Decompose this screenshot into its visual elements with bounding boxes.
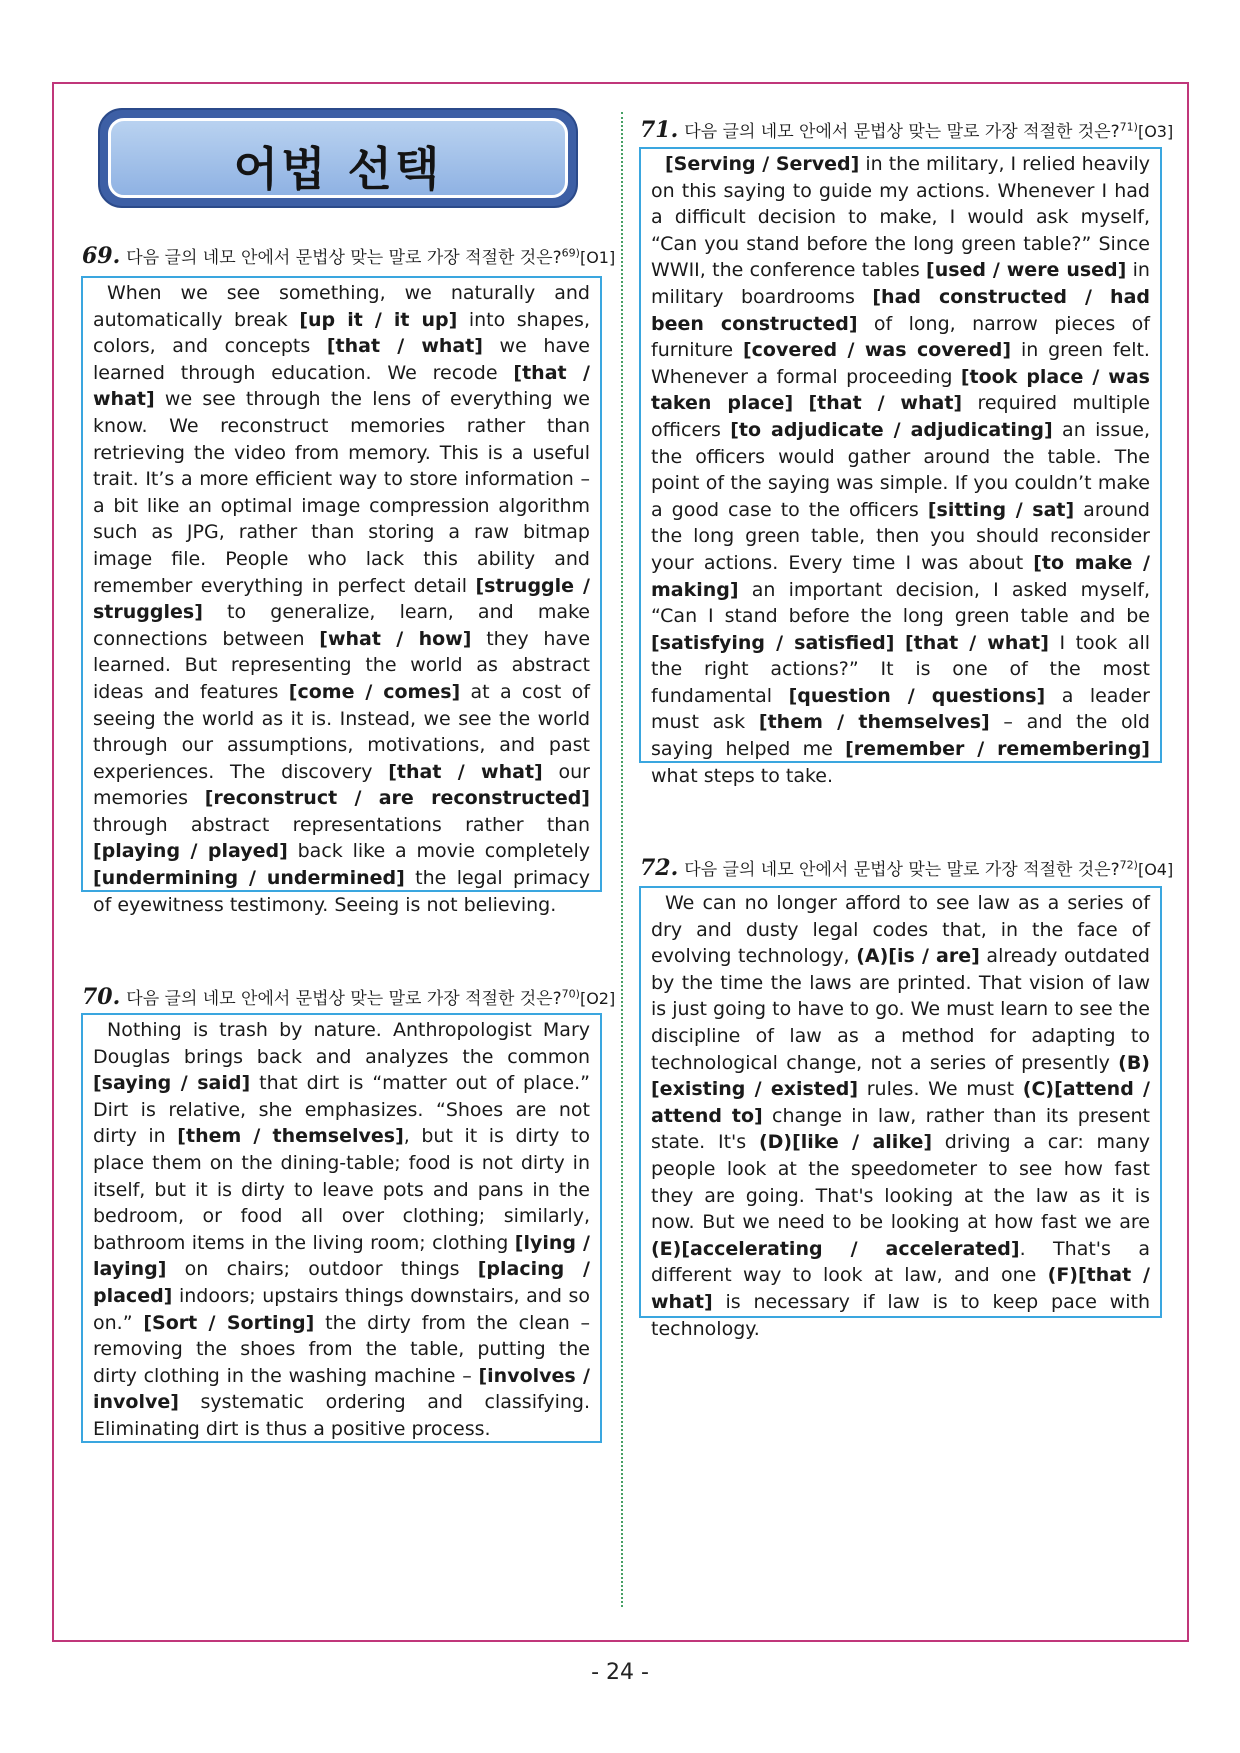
passage-segment: what steps to take.: [651, 764, 834, 787]
passage-segment: I took all the right actions?” It is one of the most fundamental: [651, 631, 1151, 707]
passage-segment: to generalize, learn, and make connections between: [93, 601, 590, 650]
passage-segment: , but it is dirty to place them on the dining-table; food is not dirty in itself, but it is dirty to leave pots and pans in the bedroom, or food all over clothing; similarly, bathroom items in the living room; clothing: [93, 1125, 590, 1254]
passage-segment: we see through the lens of everything we know. We reconstruct memories rather than retrieving the video from memory. This is a useful trait. It’s a more efficient way to store information – a bit like an optimal image compression algorithm such as JPG, rather than storing a raw bitmap image file. People who lack this ability and remember everything in perfect detail: [93, 388, 590, 597]
grammar-choice: [to adjudicate / adjudicating]: [730, 418, 1053, 441]
grammar-choice: [what / how]: [319, 627, 472, 650]
grammar-choice: [Sort / Sorting]: [143, 1311, 315, 1334]
question-code: [O2]: [579, 989, 616, 1008]
passage-segment: systematic ordering and classifying. Eliminating dirt is thus a positive process.: [93, 1391, 590, 1440]
question-number: 71.: [640, 117, 679, 143]
grammar-choice: (B)[existing / existed]: [651, 1051, 1150, 1101]
passage-segment: driving a car: many people look at the speedometer to see how fast they are going. That's looking at the law as it is now. But we need to be looking at how fast we are: [651, 1131, 1150, 1234]
grammar-choice: [reconstruct / are reconstructed]: [204, 787, 590, 810]
passage-segment: that dirt is “matter out of place.” Dirt is relative, she emphasizes. “Shoes are not dirty in: [93, 1072, 590, 1148]
question-instruction: 다음 글의 네모 안에서 문법상 맞는 말로 가장 적절한 것은?: [126, 989, 562, 1009]
question-number: 70.: [82, 984, 121, 1010]
grammar-choice: (F)[that / what]: [651, 1264, 1150, 1313]
question-number: 69.: [82, 243, 121, 269]
grammar-choice: [that / what]: [808, 392, 963, 415]
passage-segment: is necessary if law is to keep pace with technology.: [651, 1290, 1150, 1340]
page-number: - 24 -: [591, 1660, 649, 1685]
grammar-choice: [struggle / struggles]: [93, 574, 590, 624]
question-header-72: [640, 855, 1173, 881]
question-instruction: 다음 글의 네모 안에서 문법상 맞는 말로 가장 적절한 것은?: [684, 860, 1120, 880]
grammar-choice: [that / what]: [388, 760, 543, 783]
grammar-choice: [placing / placed]: [93, 1258, 590, 1307]
grammar-choice: [satisfying / satisfied]: [651, 631, 895, 654]
passage-segment: change in law, rather than its present state. It's: [651, 1104, 1151, 1154]
passage-segment: at a cost of seeing the world as it is. Instead, we see the world through our assumptions, motivations, and past experiences. The discovery: [93, 680, 590, 783]
grammar-choice: (A)[is / are]: [856, 945, 980, 968]
grammar-choice: [took place / was taken place]: [651, 365, 1150, 415]
passage-box-72: [639, 886, 1162, 1340]
question-ref: 69): [561, 246, 580, 260]
passage-segment: already outdated by the time the laws are printed. That vision of law is just going to have to go. We must learn to see the discipline of law as a method for adapting to technological change, not a series of presently: [651, 945, 1150, 1074]
grammar-choice: [come / comes]: [288, 680, 461, 703]
section-title-banner: [98, 108, 578, 208]
grammar-choice: [that / what]: [904, 631, 1049, 654]
passage-segment: on chairs; outdoor things: [166, 1258, 478, 1281]
question-ref: 72): [1119, 858, 1138, 872]
grammar-choice: (C)[attend / attend to]: [651, 1078, 1150, 1127]
grammar-choice: (E)[accelerating / accelerated]: [651, 1237, 1020, 1260]
column-divider: [621, 112, 623, 1607]
passage-segment: we have learned through education. We recode: [93, 335, 590, 384]
grammar-choice: [them / themselves]: [758, 711, 990, 734]
passage-segment: in the military, I relied heavily on this saying to guide my actions. Whenever I had a difficult decision to make, I would ask myself, “Can you stand before the long green table?” Since WWII, the conference tables: [651, 153, 1151, 282]
question-code: [O1]: [579, 248, 616, 267]
grammar-choice: [used / were used]: [926, 259, 1127, 282]
passage-segment: indoors; upstairs things downstairs, and so on.”: [93, 1284, 590, 1334]
passage-segment: into shapes, colors, and concepts: [93, 308, 590, 358]
passage-box-70: [81, 1013, 602, 1443]
passage-segment: Nothing is trash by nature. Anthropologist Mary Douglas brings back and analyzes the common: [93, 1019, 590, 1068]
passage-segment: the legal primacy of eyewitness testimony. Seeing is not believing.: [93, 867, 590, 916]
passage-segment: in green felt. Whenever a formal proceeding: [651, 339, 1150, 388]
question-header-70: [82, 984, 615, 1010]
passage-segment: in military boardrooms: [651, 259, 1150, 308]
grammar-choice: [sitting / sat]: [927, 498, 1075, 521]
grammar-choice: [that / what]: [326, 335, 483, 358]
question-header-69: [82, 243, 615, 269]
grammar-choice: [undermining / undermined]: [93, 867, 405, 890]
question-instruction: 다음 글의 네모 안에서 문법상 맞는 말로 가장 적절한 것은?: [684, 122, 1120, 142]
passage-segment: We can no longer afford to see law as a series of dry and dusty legal codes that, in the face of evolving technology,: [651, 892, 1150, 968]
passage-segment: required multiple officers: [651, 392, 1150, 441]
passage-segment: back like a movie completely: [287, 840, 590, 863]
section-title: 어법 선택: [233, 142, 443, 196]
question-code: [O4]: [1137, 860, 1174, 879]
passage-box-71: [639, 147, 1162, 787]
question-ref: 71): [1119, 120, 1138, 134]
grammar-choice: [playing / played]: [93, 840, 288, 863]
question-code: [O3]: [1137, 122, 1174, 141]
grammar-choice: [involves / involve]: [93, 1364, 590, 1414]
passage-segment: – and the old saying helped me: [651, 711, 1150, 761]
grammar-choice: [had constructed / had been constructed]: [651, 285, 1150, 335]
question-header-71: [640, 117, 1173, 143]
passage-segment: the dirty from the clean – removing the shoes from the table, putting the dirty clothing in the washing machine –: [93, 1311, 591, 1387]
grammar-choice: [them / themselves]: [177, 1125, 404, 1148]
grammar-choice: [lying / laying]: [93, 1231, 590, 1281]
passage-text: [651, 890, 1150, 1342]
passage-segment: [793, 392, 808, 414]
section-title-inner: [108, 118, 568, 198]
passage-segment: . That's a different way to look at law, and one: [651, 1237, 1150, 1287]
grammar-choice: [up it / it up]: [299, 308, 458, 331]
question-ref: 70): [561, 987, 580, 1001]
grammar-choice: [covered / was covered]: [742, 339, 1012, 362]
grammar-choice: (D)[like / alike]: [758, 1131, 933, 1154]
passage-text: [651, 151, 1150, 789]
grammar-choice: [to make / making]: [651, 551, 1150, 601]
passage-segment: through abstract representations rather than: [93, 813, 590, 836]
passage-segment: an important decision, I asked myself, “Can I stand before the long green table and be: [651, 578, 1150, 628]
passage-text: [93, 280, 590, 918]
passage-segment: rules. We must: [858, 1078, 1023, 1101]
grammar-choice: [question / questions]: [788, 684, 1046, 707]
passage-segment: our memories: [93, 760, 590, 810]
passage-segment: [894, 632, 905, 654]
passage-segment: of long, narrow pieces of furniture: [651, 312, 1150, 362]
grammar-choice: [remember / remembering]: [845, 738, 1150, 761]
passage-segment: When we see something, we naturally and automatically break: [93, 282, 590, 331]
passage-text: [93, 1017, 590, 1443]
passage-box-69: [81, 276, 602, 916]
passage-segment: an issue, the officers would gather around the table. The point of the saying was simple. If you couldn’t make a good case to the officers: [651, 418, 1150, 521]
passage-segment: around the long green table, then you should reconsider your actions. Every time I was about: [651, 498, 1150, 574]
grammar-choice: [that / what]: [93, 361, 590, 411]
passage-segment: they have learned. But representing the world as abstract ideas and features: [93, 627, 591, 703]
grammar-choice: [saying / said]: [93, 1072, 251, 1095]
grammar-choice: [Serving / Served]: [665, 153, 860, 175]
question-number: 72.: [640, 855, 679, 881]
passage-segment: a leader must ask: [651, 684, 1150, 734]
question-instruction: 다음 글의 네모 안에서 문법상 맞는 말로 가장 적절한 것은?: [126, 248, 562, 268]
